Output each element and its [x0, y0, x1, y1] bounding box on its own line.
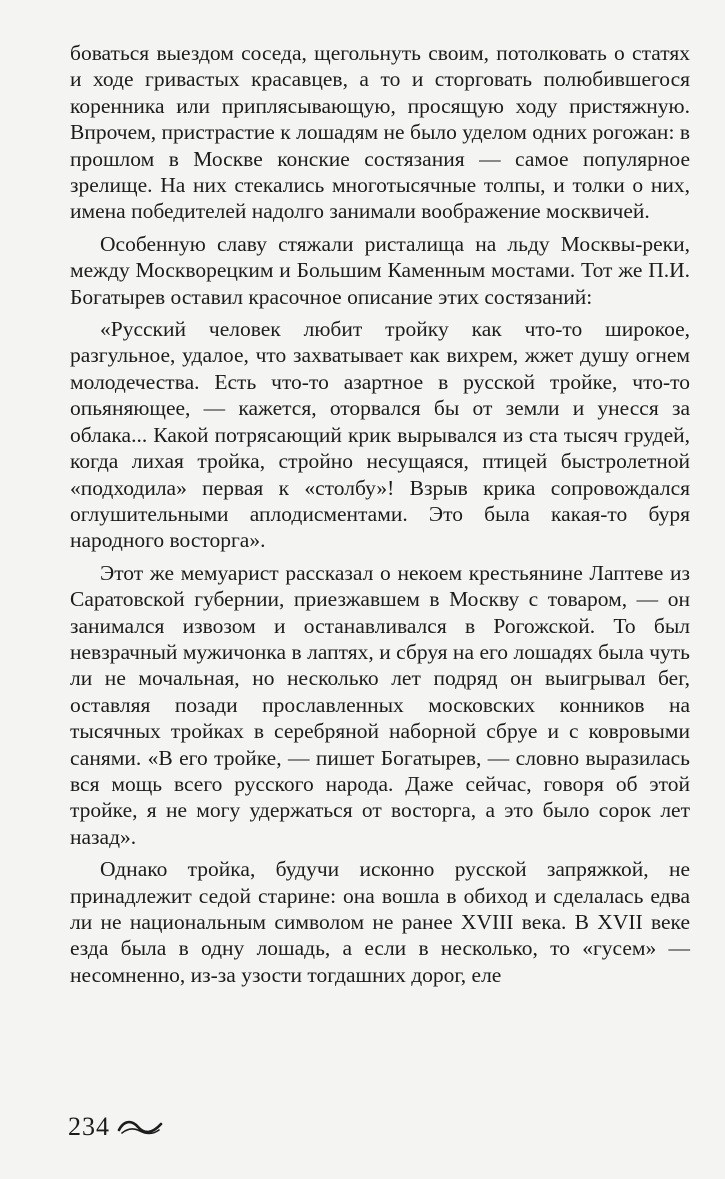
tilde-swash-ornament-icon: [116, 1116, 164, 1138]
page-number: 234: [68, 1112, 110, 1141]
paragraph-1: боваться выездом соседа, щегольнуть своим, потолковать о статях и ходе гривастых красавцев, а то и сторговать полюбившегося коренника или приплясывающую, просящую ходу пристяжную. Впрочем, пристрастие к лошадям не было уделом одних рогожан: в прошлом в Москве конские состязания — самое популярное зрелище. На них стекались многотысячные толпы, и толки о них, имена победителей надолго занимали воображение москвичей.: [70, 41, 690, 224]
paragraph-2: Особенную славу стяжали ристалища на льду Москвы-реки, между Москворецким и Большим Каменным мостами. Тот же П.И. Богатырев оставил красочное описание этих состязаний:: [70, 231, 690, 309]
paragraph-5: Однако тройка, будучи исконно русской запряжкой, не принадлежит седой старине: она вошла в обиход и сделалась едва ли не национальным символом не ранее XVIII века. В XVII веке езда была в одну лошадь, а если в несколько, то «гусем» — несомненно, из-за узости тогдашних дорог, еле: [70, 857, 690, 987]
page-body: [70, 40, 690, 994]
paragraph-3-quote: «Русский человек любит тройку как что-то широкое, разгульное, удалое, что захватывает как вихрем, жжет душу огнем молодечества. Есть что-то азартное в русской тройке, что-то опьяняющее, — кажется, оторвался бы от земли и унесся за облака... Какой потрясающий крик вырывался из ста тысяч грудей, когда лихая тройка, стройно несущаяся, птицей быстролетной «подходила» первая к «столбу»! Взрыв крика сопровождался оглушительными аплодисментами. Это была какая-то буря народного восторга».: [70, 317, 690, 553]
paragraph-4: Этот же мемуарист рассказал о некоем крестьянине Лаптеве из Саратовской губернии, приезжавшем в Москву с товаром, — он занимался извозом и останавливался в Рогожской. То был невзрачный мужичонка в лаптях, и сбруя на его лошадях была чуть ли не мочальная, но несколько лет подряд он выигрывал бег, оставляя позади прославленных московских конников на тысячных тройках в серебряной наборной сбруе и с ковровыми санями. «В его тройке, — пишет Богатырев, — словно выразилась вся мощь всего русского народа. Даже сейчас, говоря об этой тройке, я не могу удержаться от восторга, а это было сорок лет назад».: [70, 560, 690, 849]
page-footer: [68, 1112, 164, 1142]
